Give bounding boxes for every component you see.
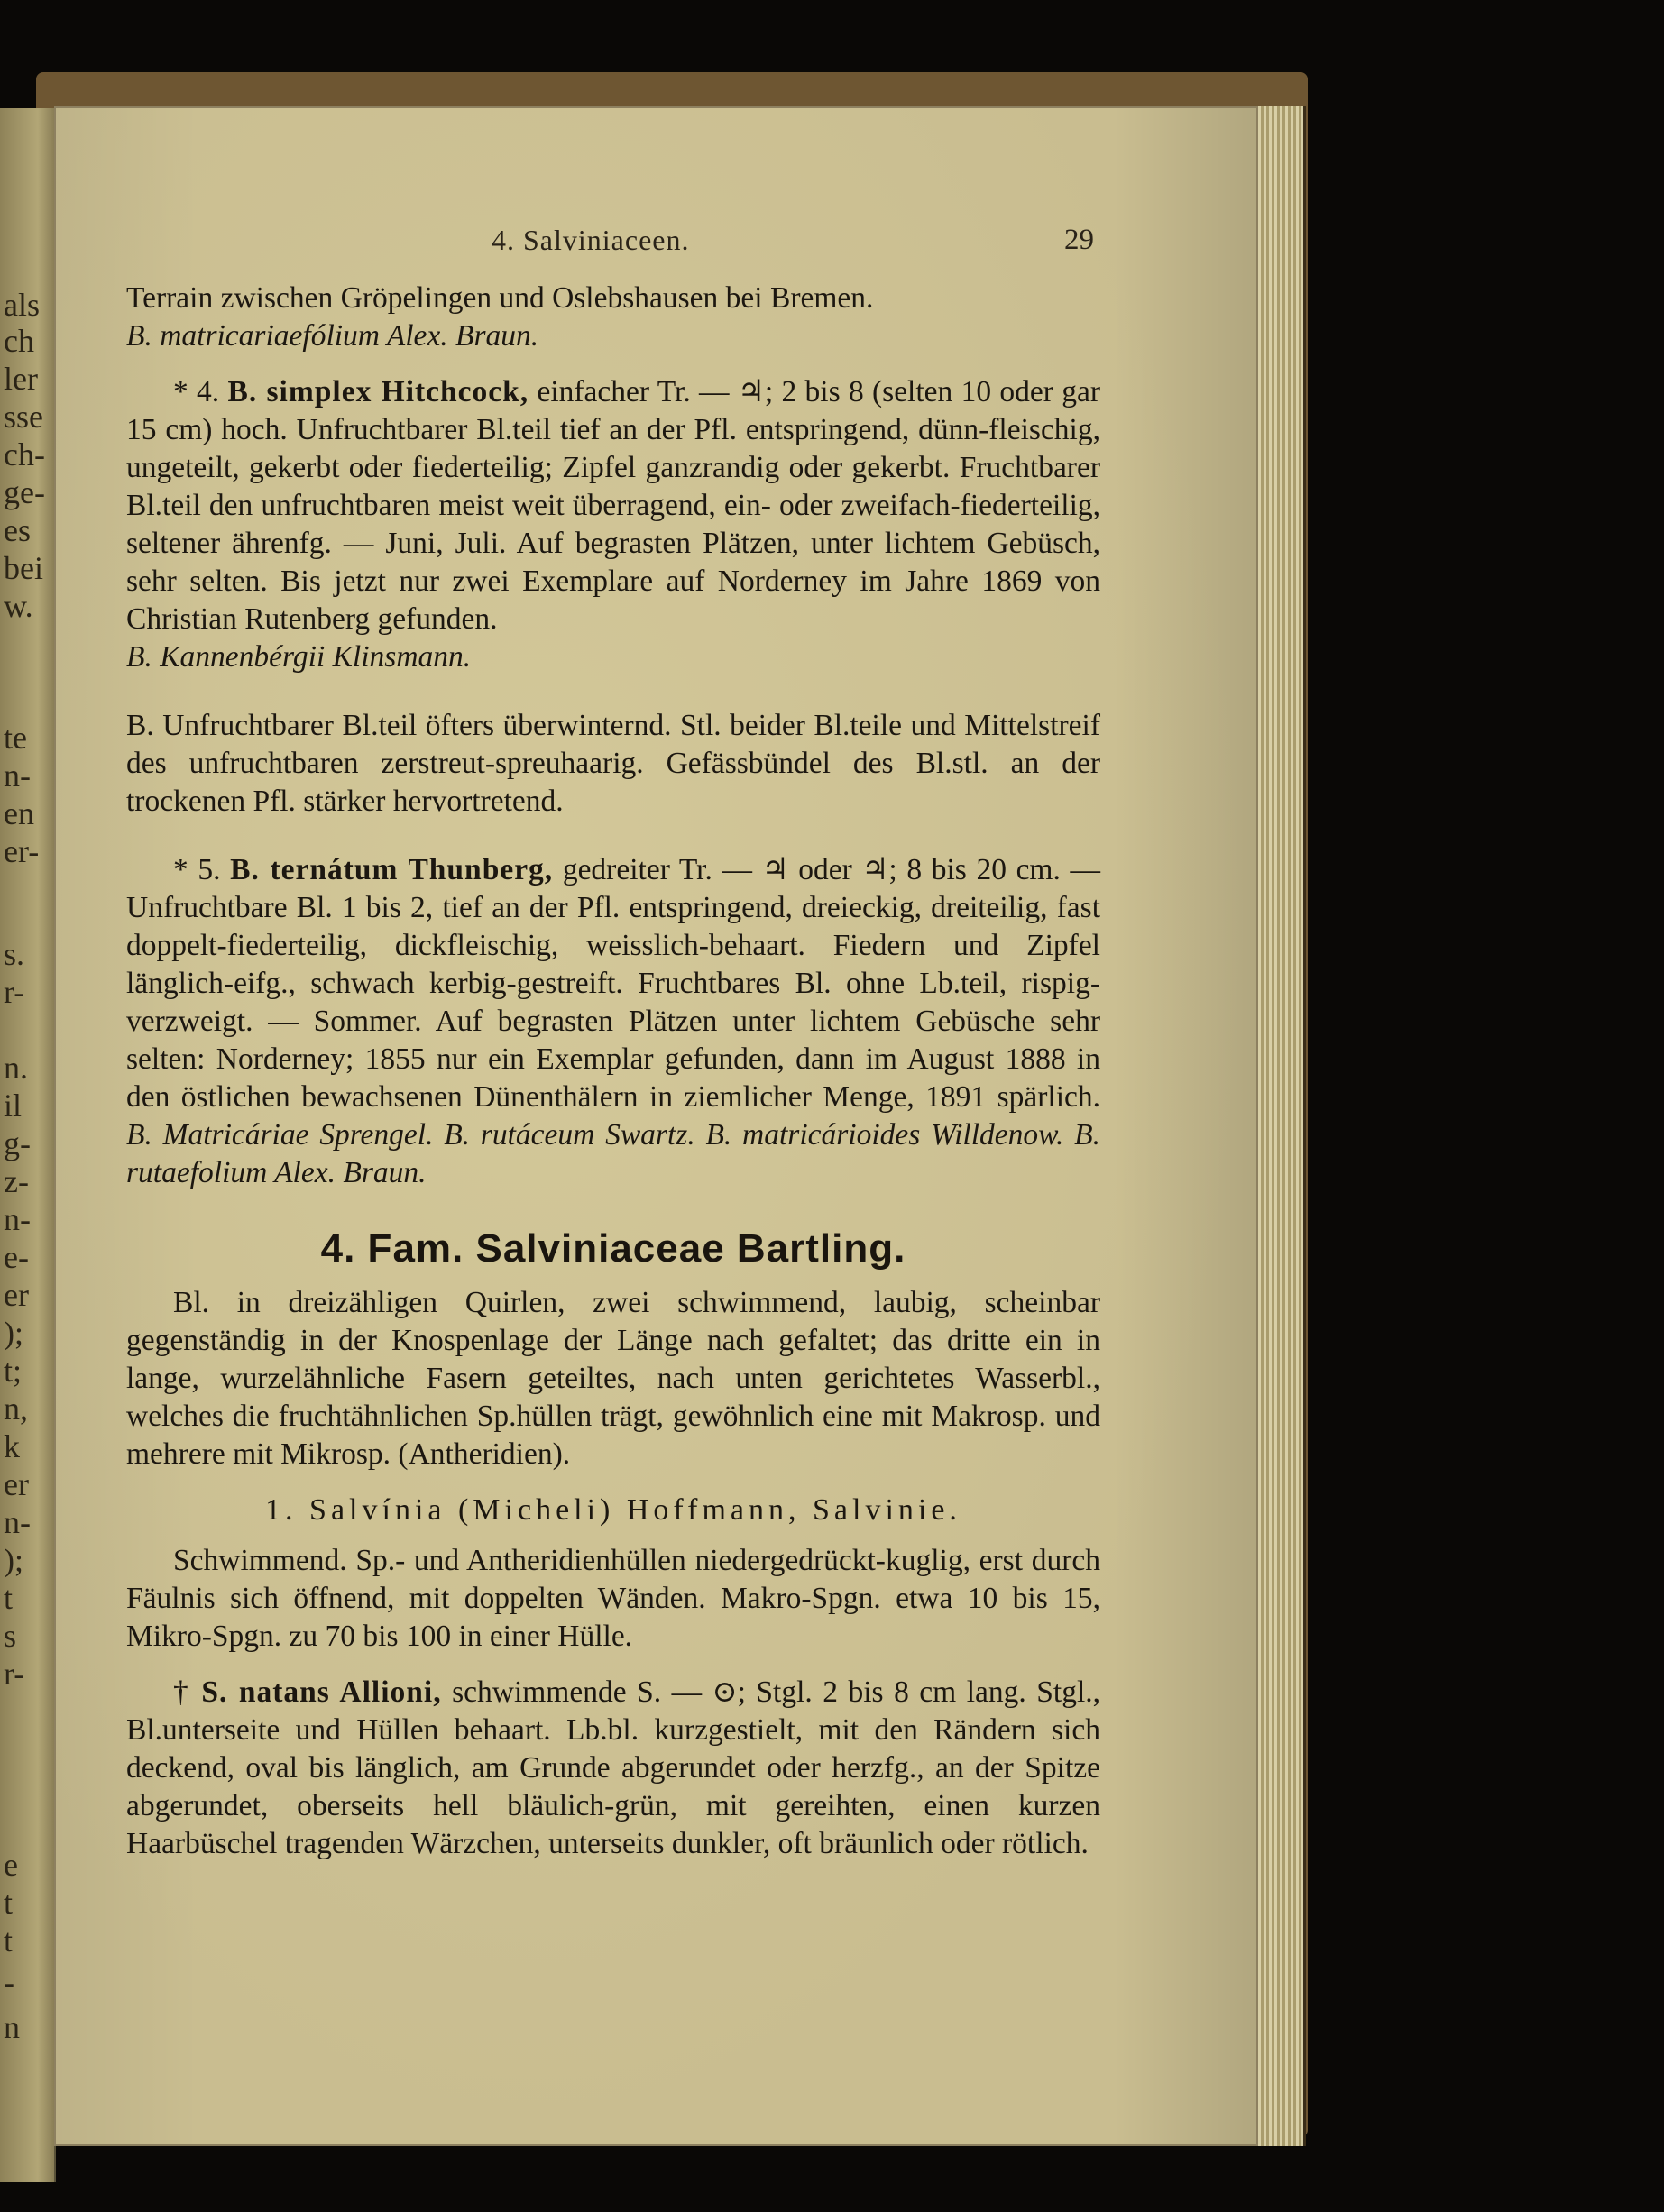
margin-fragment: ler [4, 361, 38, 397]
margin-fragment: en [4, 795, 34, 831]
margin-fragment: s. [4, 936, 25, 972]
margin-fragment: t [4, 1885, 14, 1921]
page-number: 29 [1064, 224, 1094, 256]
margin-fragment: s [4, 1618, 17, 1654]
margin-fragment: n- [4, 1504, 31, 1540]
margin-fragment: er [4, 1277, 29, 1313]
species-description: einfacher Tr. — ♃; 2 bis 8 (selten 10 oder gar 15 cm) hoch. Unfruchtbarer Bl.teil tief an der Pfl. entspringend, dünn-fleischig, ungeteilt, gekerbt oder fiederteilig; Zipfel ganzrandig oder gekerbt. Fruchtbarer Bl.teil den unfruchtbaren meist weit überragend, ein- oder zweifach-fiederteilig, seltener ährenfg. — Juni, Juli. Auf begrasten Plätzen, unter lichtem Gebüsch, sehr selten. Bis jetzt nur zwei Exemplare auf Norderney im Jahre 1869 von Christian Rutenberg gefunden. [126, 375, 1101, 636]
margin-fragment: n- [4, 757, 31, 794]
genus-heading: 1. Salvínia (Micheli) Hoffmann, Salvinie. [265, 1493, 961, 1527]
margin-fragment: ch- [4, 436, 45, 473]
margin-fragment: es [4, 512, 31, 548]
margin-fragment: er [4, 1466, 29, 1502]
species-entry [126, 373, 1100, 676]
margin-fragment: - [4, 1964, 14, 2000]
synonym: B. Matricáriae Sprengel. B. rutáceum Swartz. B. matricárioides Willdenow. B. rutaefolium Alex. Braun. [126, 1118, 1100, 1189]
margin-fragment: als [4, 287, 40, 323]
margin-fragment: sse [4, 399, 43, 435]
species-description: schwimmende S. — ⊙; Stgl. 2 bis 8 cm lang. Stgl., Bl.unterseite und Hüllen behaart. Lb.bl. kurzgestielt, mit den Rändern sich deckend, oval bis länglich, am Grunde abgerundet oder herzfg., an der Spitze abgerundet, oberseits hell bläulich-grün, mit gereihten, einen kurzen Haarbüschel tragenden Wärzchen, unterseits dunkler, oft bräunlich oder rötlich. [126, 1675, 1100, 1860]
margin-fragment: n- [4, 1201, 31, 1237]
species-entry [126, 851, 1100, 1192]
paragraph [126, 280, 1100, 355]
margin-fragment: ); [4, 1542, 23, 1578]
synonym: B. Kannenbérgii Klinsmann. [126, 640, 472, 674]
margin-fragment: bei [4, 550, 43, 586]
paragraph: Bl. in dreizähligen Quirlen, zwei schwimmend, laubig, scheinbar gegenständig in der Knospenlage der Länge nach gefaltet; das dritte ein in lange, wurzelähnliche Fasern geteiltes, nach unten gerichtetes Wasserbl., welches die fruchtähnlichen Sp.hüllen trägt, gewöhnlich eine mit Makrosp. und mehrere mit Mikrosp. (Antheridien). [126, 1286, 1100, 1471]
margin-fragment: t; [4, 1353, 23, 1389]
margin-fragment: e- [4, 1239, 29, 1275]
margin-fragment: n [4, 2009, 20, 2045]
margin-fragment: g- [4, 1125, 31, 1161]
synonym: B. matricariaefólium Alex. Braun. [126, 319, 539, 353]
species-name: S. natans Allioni, [201, 1675, 442, 1709]
margin-fragment: r- [4, 974, 25, 1010]
margin-fragment: n, [4, 1391, 28, 1427]
margin-fragment: ); [4, 1315, 23, 1351]
family-heading: 4. Fam. Salviniaceae Bartling. [320, 1226, 906, 1271]
running-title: 4. Salviniaceen. [492, 224, 690, 256]
page-text [126, 280, 1100, 1863]
margin-fragment: te [4, 720, 27, 756]
text-line: Terrain zwischen Gröpelingen und Oslebshausen bei Bremen. [126, 281, 874, 315]
paragraph: Schwimmend. Sp.- und Antheridienhüllen niedergedrückt-kuglig, erst durch Fäulnis sich öffnend, mit doppelten Wänden. Makro-Spgn. etwa 10 bis 15, Mikro-Spgn. zu 70 bis 100 in einer Hülle. [126, 1544, 1100, 1653]
margin-fragment: r- [4, 1656, 25, 1692]
species-entry [126, 1674, 1100, 1863]
margin-fragment: z- [4, 1163, 29, 1199]
species-number: * 5. [173, 853, 221, 886]
species-description: gedreiter Tr. — ♃ oder ♃; 8 bis 20 cm. — Unfruchtbare Bl. 1 bis 2, tief an der Pfl. entspringend, dreieckig, dreiteilig, fast doppelt-fiederteilig, dickfleischig, weisslich-behaart. Fiedern und Zipfel länglich-eifg., schwach kerbig-gestreift. Fruchtbares Bl. ohne Lb.teil, rispig-verzweigt. — Sommer. Auf begrasten Plätzen unter lichtem Gebüsche sehr selten: Norderney; 1855 nur ein Exemplar gefunden, dann im August 1888 in den östlichen bewachsenen Dünenthälern in ziemlicher Menge, 1891 spärlich. [126, 853, 1100, 1114]
species-marker: † [173, 1675, 191, 1709]
paragraph: B. Unfruchtbarer Bl.teil öfters überwinternd. Stl. beider Bl.teile und Mittelstreif des unfruchtbaren zerstreut-spreuhaarig. Gefässbündel des Bl.stl. an der trockenen Pfl. stärker hervortretend. [126, 709, 1100, 818]
margin-fragment: t [4, 1580, 14, 1616]
margin-fragment: w. [4, 588, 33, 624]
margin-fragment: ge- [4, 474, 45, 510]
margin-fragment: er- [4, 833, 40, 869]
margin-fragment: il [4, 1088, 23, 1124]
species-name: B. ternátum Thunberg, [230, 853, 554, 886]
previous-page-edge [0, 108, 56, 2182]
page-stack-edge [1258, 106, 1306, 2146]
margin-fragment: t [4, 1923, 14, 1959]
margin-fragment: n. [4, 1050, 28, 1086]
species-name: B. simplex Hitchcock, [227, 375, 529, 408]
margin-fragment: ch [4, 323, 34, 359]
margin-fragment: e [4, 1847, 18, 1883]
species-number: * 4. [173, 375, 220, 408]
margin-fragment: k [4, 1428, 20, 1464]
